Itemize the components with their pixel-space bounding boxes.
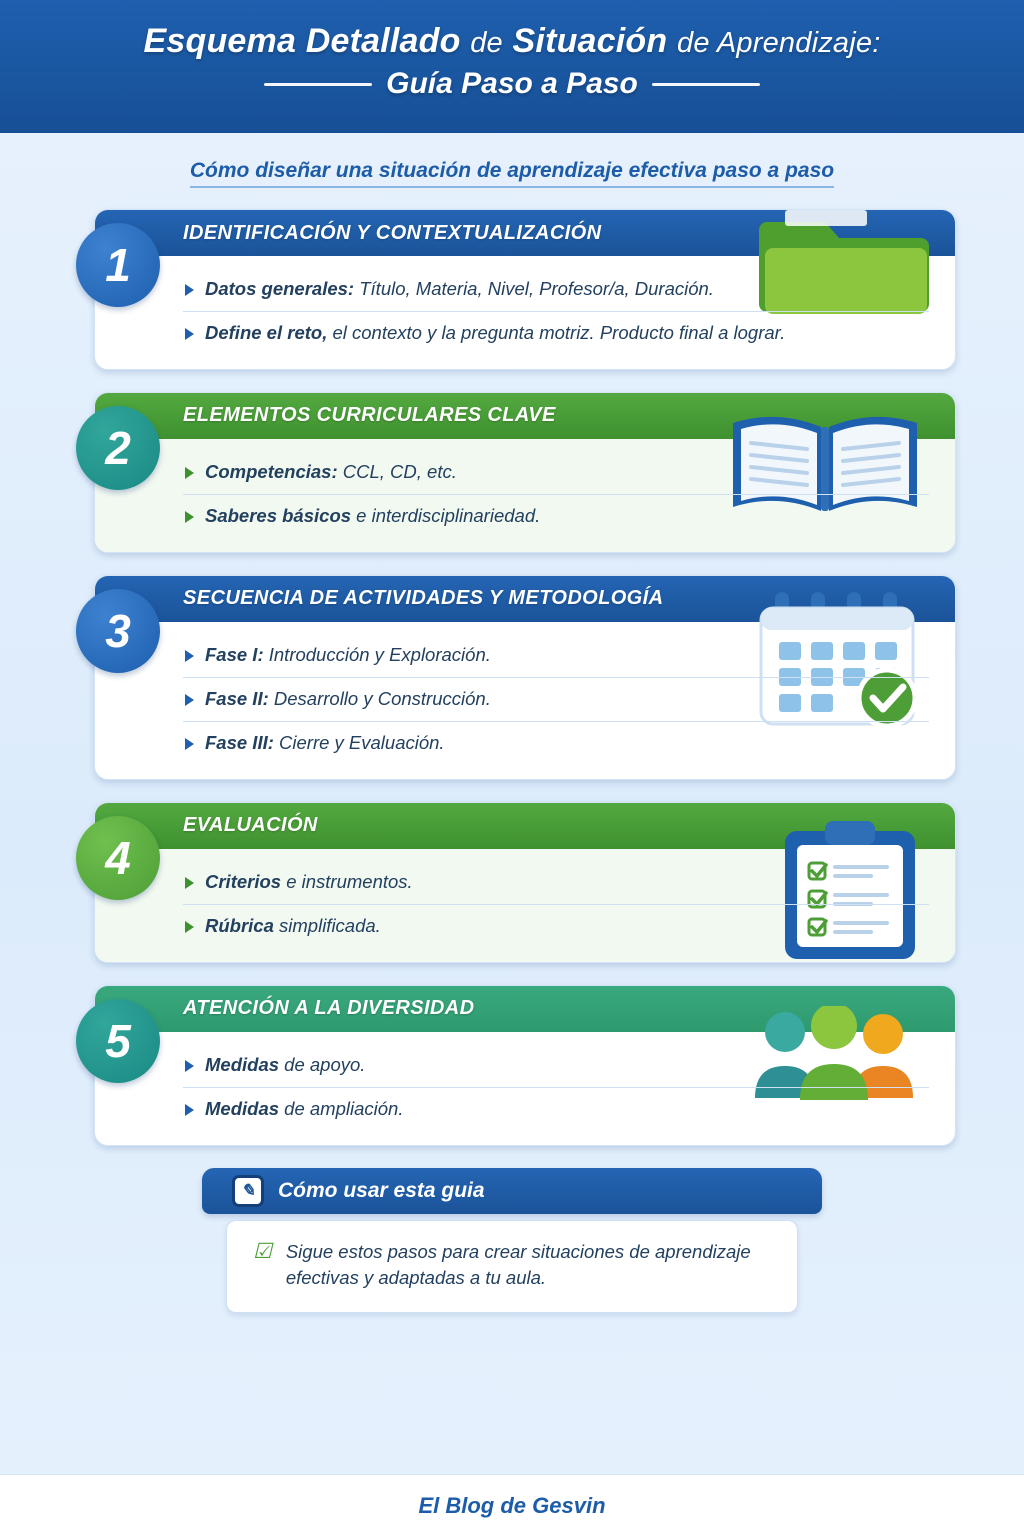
step-4-bullet-1-strong: Criterios xyxy=(205,870,282,892)
step-5-bullet-1 xyxy=(183,1044,929,1087)
step-3-bullet-1-strong: Fase I: xyxy=(205,643,264,665)
page-subtitle-row xyxy=(0,67,1024,101)
page-title-part-2: de xyxy=(470,27,503,59)
tagline-text: Cómo diseñar una situación de aprendizaje efectiva paso a paso xyxy=(190,159,834,188)
step-5-bullet-1-rest: de apoyo. xyxy=(279,1053,366,1075)
rule-left-icon xyxy=(264,83,372,86)
step-3-bullet-3-strong: Fase III: xyxy=(205,731,274,753)
step-1-bullet-2-strong: Define el reto, xyxy=(205,321,328,343)
step-2-bullet-1-rest: CCL, CD, etc. xyxy=(337,460,457,482)
step-5-title: ATENCIÓN A LA DIVERSIDAD xyxy=(95,986,955,1032)
step-3-card xyxy=(94,575,956,780)
step-3 xyxy=(76,575,956,780)
step-5-body xyxy=(95,1032,955,1145)
page-header xyxy=(0,0,1024,133)
check-icon: ☑ xyxy=(253,1239,272,1263)
step-2-bullet-1-strong: Competencias: xyxy=(205,460,338,482)
step-4 xyxy=(76,802,956,963)
page-footer xyxy=(0,1474,1024,1536)
tagline xyxy=(0,159,1024,183)
step-3-bullet-3-rest: Cierre y Evaluación. xyxy=(273,731,445,753)
page-title xyxy=(0,22,1024,61)
step-1-bullet-1 xyxy=(183,268,929,311)
rule-right-icon xyxy=(652,83,760,86)
step-3-bullet-2 xyxy=(183,677,929,721)
step-4-card xyxy=(94,802,956,963)
step-5-card xyxy=(94,985,956,1146)
help-header xyxy=(202,1168,822,1214)
step-1-body xyxy=(95,256,955,369)
step-4-body xyxy=(95,849,955,962)
step-1-bullet-1-rest: Título, Materia, Nivel, Profesor/a, Duración. xyxy=(354,278,714,299)
step-3-body xyxy=(95,622,955,779)
step-3-bullet-1-rest: Introducción y Exploración. xyxy=(263,643,491,665)
step-2-bullet-2-strong: Saberes básicos xyxy=(205,504,352,526)
step-2 xyxy=(76,392,956,553)
step-5-bullet-2-rest: de ampliación. xyxy=(279,1097,404,1119)
step-5-bullet-2-strong: Medidas xyxy=(205,1097,280,1119)
step-1 xyxy=(76,209,956,370)
help-panel xyxy=(202,1168,822,1314)
step-1-bullet-1-strong: Datos generales: xyxy=(205,278,355,299)
edit-square-icon: ✎ xyxy=(232,1175,264,1207)
step-4-title: EVALUACIÓN xyxy=(95,803,955,849)
help-text: Sigue estos pasos para crear situaciones de aprendizaje efectivas y adaptadas a tu aula. xyxy=(285,1240,751,1289)
step-4-bullet-2-rest: simplificada. xyxy=(273,914,381,936)
steps-list xyxy=(0,209,1024,1146)
step-4-number-badge: 4 xyxy=(76,816,160,900)
step-4-bullet-1-rest: e instrumentos. xyxy=(281,870,413,892)
step-4-bullet-2 xyxy=(183,904,929,948)
step-2-title: ELEMENTOS CURRICULARES CLAVE xyxy=(95,393,955,439)
step-2-bullet-2 xyxy=(183,494,929,538)
step-5-number-badge: 5 xyxy=(76,999,160,1083)
step-4-bullet-1 xyxy=(183,861,929,904)
step-3-bullet-3 xyxy=(183,721,929,765)
page-subtitle: Guía Paso a Paso xyxy=(386,67,638,101)
step-4-bullet-2-strong: Rúbrica xyxy=(205,914,274,936)
page-title-part-1: Esquema Detallado xyxy=(143,22,461,60)
step-1-title: IDENTIFICACIÓN Y CONTEXTUALIZACIÓN xyxy=(95,210,955,256)
step-2-bullet-1 xyxy=(183,451,929,494)
help-body xyxy=(226,1220,798,1314)
footer-brand: El Blog de Gesvin xyxy=(418,1492,606,1518)
step-2-number-badge: 2 xyxy=(76,406,160,490)
step-3-number-badge: 3 xyxy=(76,589,160,673)
help-title: Cómo usar esta guia xyxy=(278,1178,485,1202)
step-2-body xyxy=(95,439,955,552)
step-1-bullet-2-rest: el contexto y la pregunta motriz. Producto final a lograr. xyxy=(327,321,786,343)
step-5-bullet-1-strong: Medidas xyxy=(205,1053,280,1075)
step-3-bullet-2-strong: Fase II: xyxy=(205,687,269,709)
page-title-part-4: de Aprendizaje: xyxy=(677,27,881,59)
step-1-card xyxy=(94,209,956,370)
step-1-number-badge: 1 xyxy=(76,223,160,307)
step-3-title: SECUENCIA DE ACTIVIDADES Y METODOLOGÍA xyxy=(95,576,955,622)
step-3-bullet-1 xyxy=(183,634,929,677)
step-2-bullet-2-rest: e interdisciplinariedad. xyxy=(351,504,541,526)
step-2-card xyxy=(94,392,956,553)
step-5-bullet-2 xyxy=(183,1087,929,1131)
step-1-bullet-2 xyxy=(183,311,929,355)
page-title-part-3: Situación xyxy=(512,22,668,60)
step-3-bullet-2-rest: Desarrollo y Construcción. xyxy=(268,687,491,709)
step-5 xyxy=(76,985,956,1146)
